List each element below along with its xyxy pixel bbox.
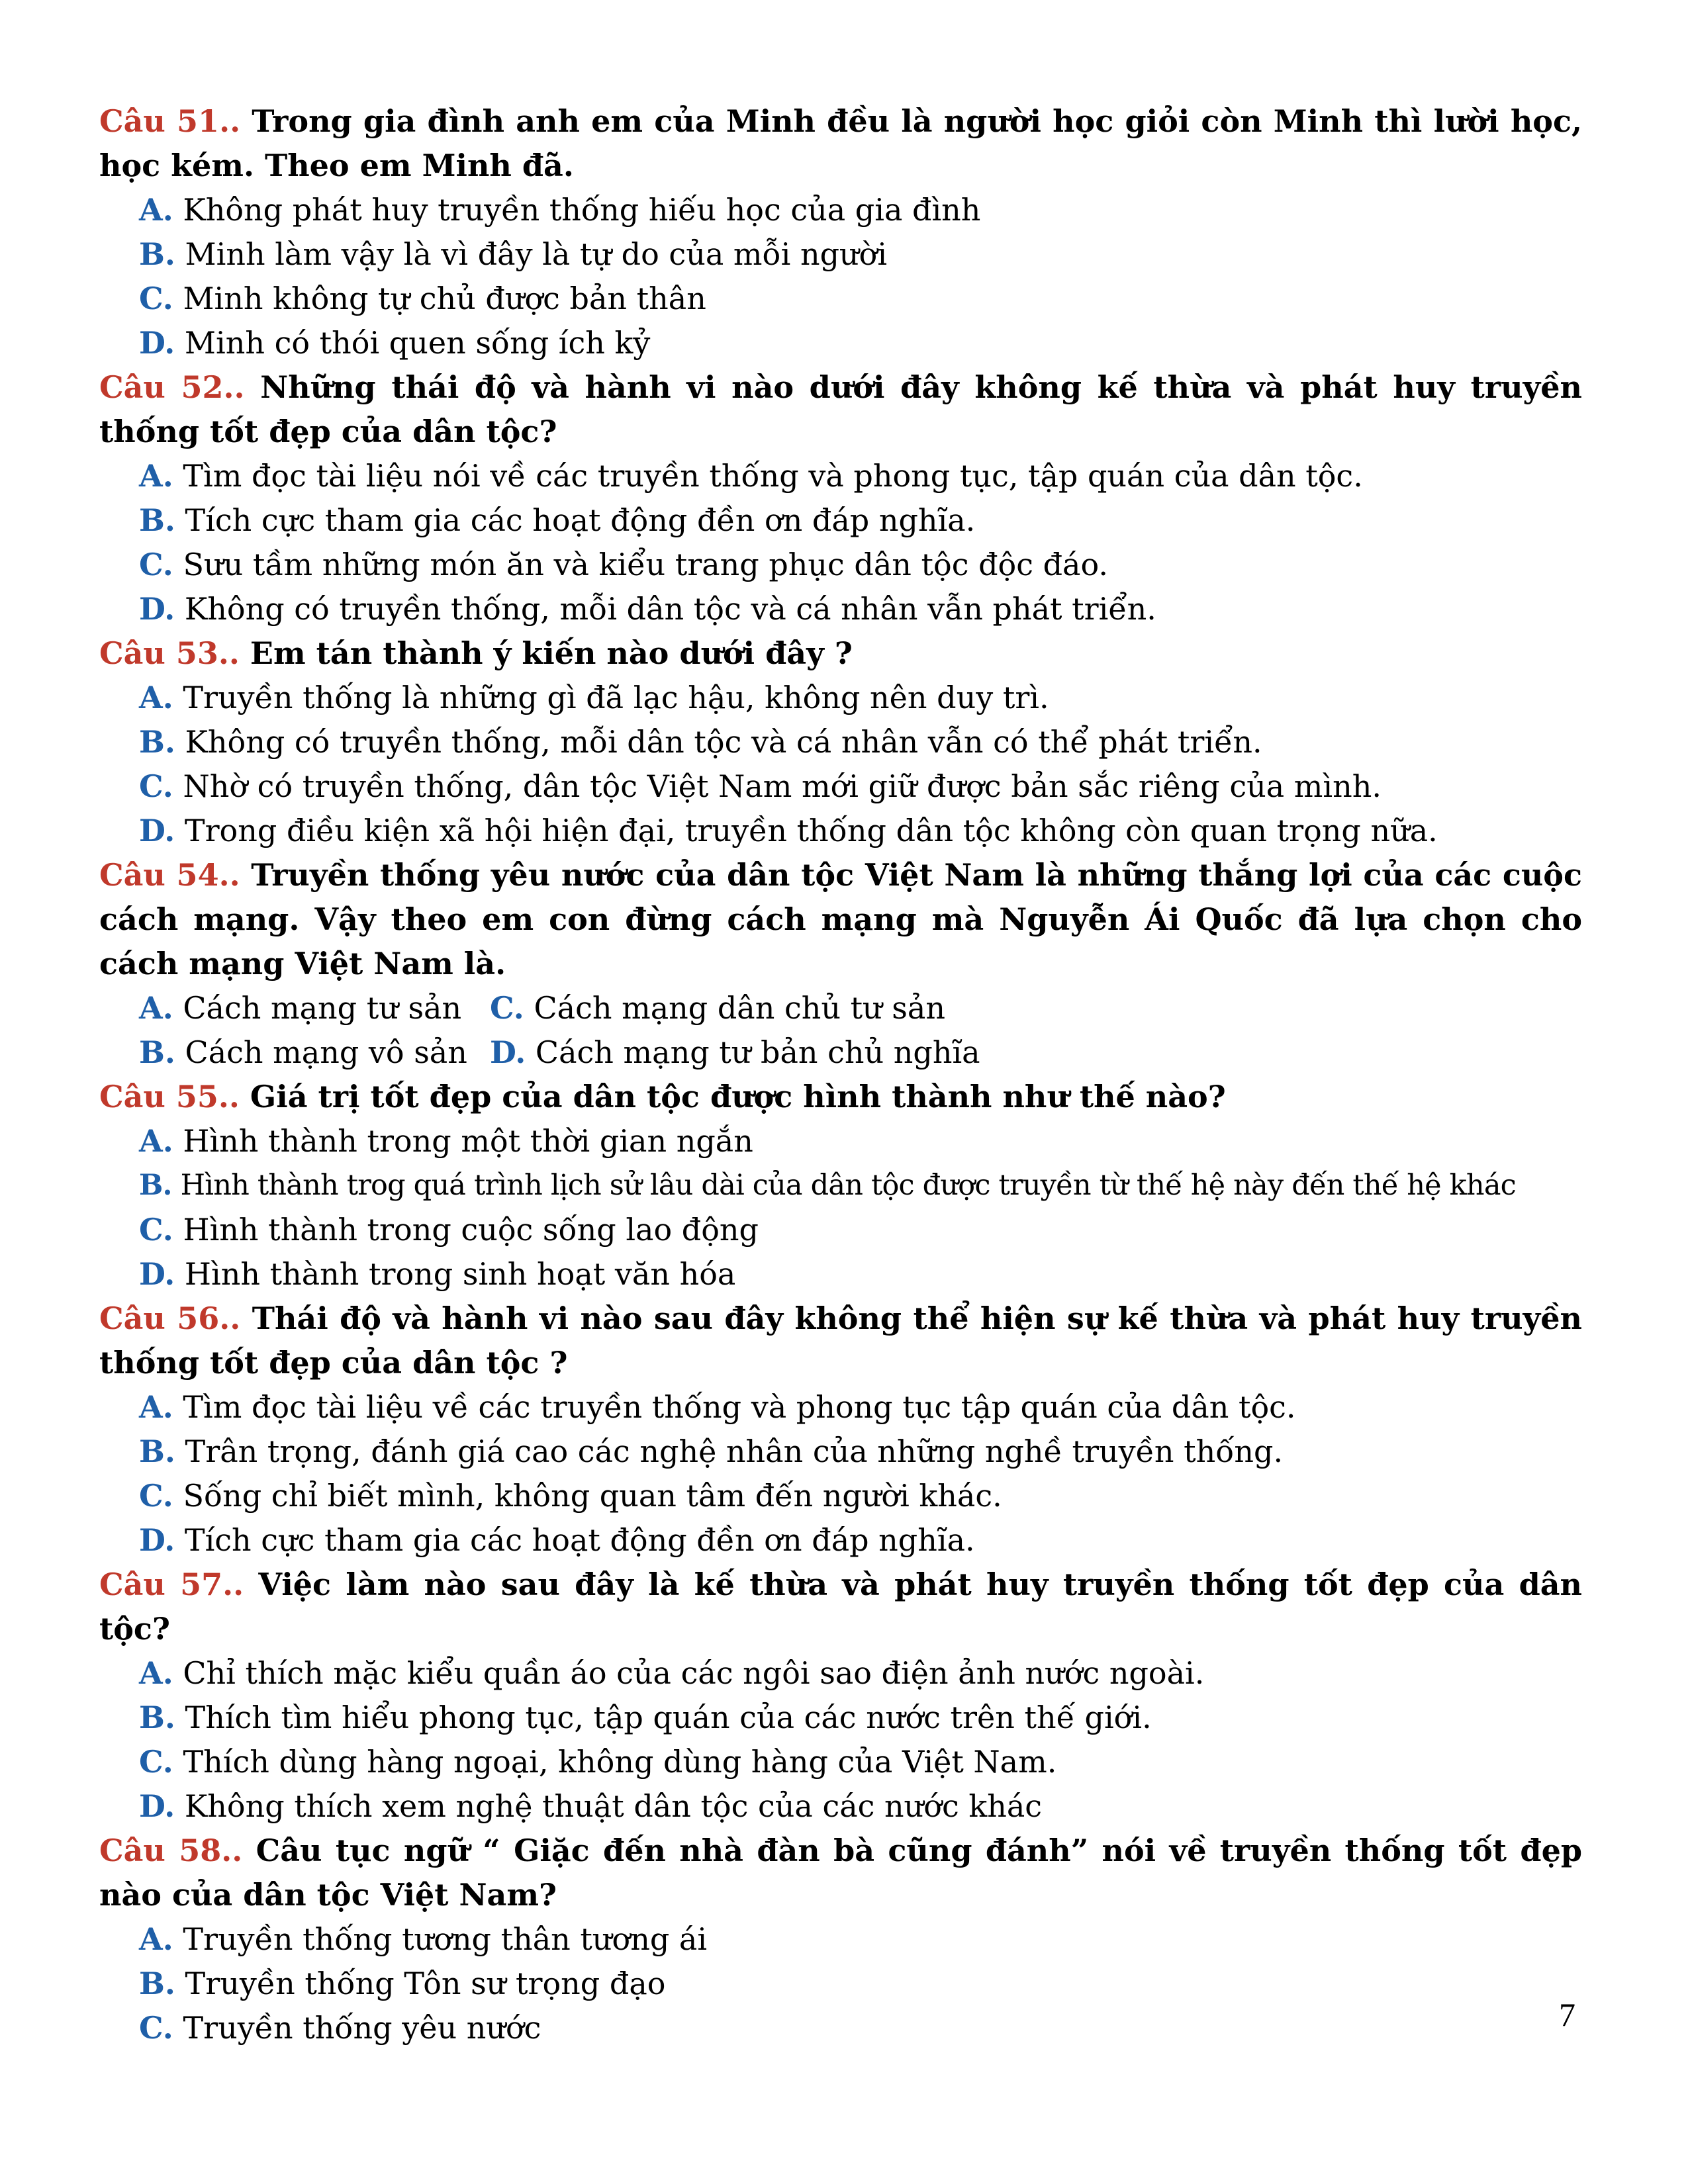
option-text: Tìm đọc tài liệu nói về các truyền thống và phong tục, tập quán của dân tộc. (173, 458, 1363, 494)
question-stem (99, 365, 1582, 454)
option-text: Hình thành trog quá trình lịch sử lâu dài của dân tộc được truyền từ thế hệ này đến thế hệ khác (171, 1169, 1516, 1202)
option-letter: C. (490, 990, 524, 1026)
question-text: Thái độ và hành vi nào sau đây không thể hiện sự kế thừa và phát huy truyền thống tốt đẹp của dân tộc ? (99, 1300, 1582, 1381)
option-text: Chỉ thích mặc kiểu quần áo của các ngôi sao điện ảnh nước ngoài. (173, 1655, 1205, 1691)
option-a (139, 1917, 1582, 1962)
question-label: Câu 54.. (99, 857, 240, 893)
option-text: Truyền thống Tôn sư trọng đạo (175, 1966, 666, 2001)
option-row (139, 986, 1582, 1030)
option-row (139, 1030, 1582, 1075)
option-text: Thích dùng hàng ngoại, không dùng hàng của Việt Nam. (173, 1744, 1057, 1780)
option-c (139, 1208, 1582, 1252)
option-letter: B. (139, 1034, 175, 1070)
question-54 (99, 853, 1582, 1075)
option-text: Truyền thống tương thân tương ái (173, 1921, 708, 1957)
question-56 (99, 1297, 1582, 1563)
question-label: Câu 52.. (99, 369, 245, 405)
option-b (139, 1430, 1582, 1474)
option-text: Nhờ có truyền thống, dân tộc Việt Nam mới giữ được bản sắc riêng của mình. (173, 768, 1382, 804)
option-text: Cách mạng vô sản (175, 1034, 467, 1070)
option-b (139, 1163, 1582, 1208)
option-a (139, 1385, 1582, 1430)
option-letter: C. (139, 1212, 173, 1248)
option-c (139, 277, 1582, 321)
option-text: Trân trọng, đánh giá cao các nghệ nhân của những nghề truyền thống. (175, 1433, 1284, 1469)
question-stem (99, 631, 1582, 676)
option-c (139, 1474, 1582, 1518)
question-text: Giá trị tốt đẹp của dân tộc được hình thành như thế nào? (239, 1079, 1226, 1115)
option-d (490, 1030, 980, 1075)
option-letter: D. (139, 325, 175, 361)
option-a (139, 986, 490, 1030)
option-d (139, 1518, 1582, 1563)
option-text: Cách mạng dân chủ tư sản (524, 990, 945, 1026)
option-letter: D. (139, 1256, 175, 1292)
question-stem (99, 99, 1582, 188)
option-text: Tìm đọc tài liệu về các truyền thống và phong tục tập quán của dân tộc. (173, 1389, 1296, 1425)
option-letter: B. (139, 1700, 175, 1735)
question-label: Câu 57.. (99, 1567, 244, 1602)
option-d (139, 587, 1582, 631)
option-letter: C. (139, 281, 173, 316)
option-letter: A. (139, 1389, 173, 1425)
question-stem (99, 1297, 1582, 1385)
option-text: Hình thành trong một thời gian ngắn (173, 1123, 753, 1159)
option-b (139, 720, 1582, 764)
option-letter: B. (139, 236, 175, 272)
question-51 (99, 99, 1582, 365)
question-text: Em tán thành ý kiến nào dưới đây ? (239, 635, 853, 671)
option-letter: D. (139, 813, 175, 848)
option-text: Không có truyền thống, mỗi dân tộc và cá nhân vẫn có thể phát triển. (175, 724, 1262, 760)
option-text: Minh không tự chủ được bản thân (173, 281, 706, 316)
option-letter: C. (139, 547, 173, 582)
question-label: Câu 55.. (99, 1079, 240, 1115)
option-letter: A. (139, 990, 173, 1026)
option-text: Sống chỉ biết mình, không quan tâm đến người khác. (173, 1478, 1002, 1514)
question-text: Trong gia đình anh em của Minh đều là người học giỏi còn Minh thì lười học, học kém. Theo em Minh đã. (99, 103, 1582, 183)
option-a (139, 454, 1582, 498)
option-d (139, 809, 1582, 853)
option-letter: A. (139, 192, 173, 228)
option-text: Không phát huy truyền thống hiếu học của gia đình (173, 192, 981, 228)
option-letter: A. (139, 458, 173, 494)
option-letter: B. (139, 502, 175, 538)
option-a (139, 1119, 1582, 1163)
option-b (139, 232, 1582, 277)
question-stem (99, 853, 1582, 986)
page-number: 7 (1559, 1996, 1575, 2033)
option-text: Trong điều kiện xã hội hiện đại, truyền thống dân tộc không còn quan trọng nữa. (175, 813, 1438, 848)
option-text: Không có truyền thống, mỗi dân tộc và cá nhân vẫn phát triển. (175, 591, 1156, 627)
option-text: Hình thành trong cuộc sống lao động (173, 1212, 759, 1248)
option-b (139, 498, 1582, 543)
option-letter: C. (139, 2010, 173, 2046)
question-55 (99, 1075, 1582, 1297)
option-c (139, 764, 1582, 809)
question-stem (99, 1829, 1582, 1917)
option-a (139, 676, 1582, 720)
option-letter: C. (139, 1744, 173, 1780)
option-letter: D. (139, 591, 175, 627)
option-letter: B. (139, 1433, 175, 1469)
option-letter: D. (139, 1522, 175, 1558)
option-letter: B. (139, 1169, 172, 1202)
option-letter: C. (139, 768, 173, 804)
option-text: Sưu tầm những món ăn và kiểu trang phục dân tộc độc đáo. (173, 547, 1108, 582)
option-d (139, 1252, 1582, 1297)
option-b (139, 1030, 490, 1075)
option-letter: C. (139, 1478, 173, 1514)
option-letter: B. (139, 724, 175, 760)
option-text: Minh làm vậy là vì đây là tự do của mỗi người (175, 236, 888, 272)
option-text: Thích tìm hiểu phong tục, tập quán của các nước trên thế giới. (175, 1700, 1152, 1735)
question-58 (99, 1829, 1582, 2050)
option-d (139, 321, 1582, 365)
option-b (139, 1696, 1582, 1740)
option-letter: B. (139, 1966, 175, 2001)
option-d (139, 1784, 1582, 1829)
question-stem (99, 1075, 1582, 1119)
option-c (139, 543, 1582, 587)
option-a (139, 188, 1582, 232)
option-text: Không thích xem nghệ thuật dân tộc của các nước khác (175, 1788, 1043, 1824)
question-text: Truyền thống yêu nước của dân tộc Việt Nam là những thắng lợi của các cuộc cách mạng. Vậy theo em con đừng cách mạng mà Nguyễn Ái Quốc đã lựa chọn cho cách mạng Việt Nam là. (99, 857, 1582, 981)
question-list (99, 99, 1582, 2050)
question-label: Câu 58.. (99, 1833, 243, 1868)
option-text: Cách mạng tư bản chủ nghĩa (526, 1034, 980, 1070)
option-letter: A. (139, 1655, 173, 1691)
option-b (139, 1962, 1582, 2006)
option-text: Truyền thống là những gì đã lạc hậu, không nên duy trì. (173, 680, 1049, 715)
question-label: Câu 51.. (99, 103, 241, 139)
option-c (139, 2006, 1582, 2050)
option-letter: D. (490, 1034, 526, 1070)
question-52 (99, 365, 1582, 631)
option-c (490, 986, 945, 1030)
option-letter: D. (139, 1788, 175, 1824)
question-label: Câu 53.. (99, 635, 240, 671)
option-text: Tích cực tham gia các hoạt động đền ơn đáp nghĩa. (175, 1522, 975, 1558)
question-text: Việc làm nào sau đây là kế thừa và phát huy truyền thống tốt đẹp của dân tộc? (99, 1567, 1582, 1647)
option-text: Cách mạng tư sản (173, 990, 462, 1026)
question-stem (99, 1563, 1582, 1651)
option-a (139, 1651, 1582, 1696)
question-57 (99, 1563, 1582, 1829)
option-c (139, 1740, 1582, 1784)
option-text: Truyền thống yêu nước (173, 2010, 541, 2046)
question-53 (99, 631, 1582, 853)
option-letter: A. (139, 680, 173, 715)
option-letter: A. (139, 1123, 173, 1159)
question-text: Những thái độ và hành vi nào dưới đây không kế thừa và phát huy truyền thống tốt đẹp của dân tộc? (99, 369, 1582, 449)
option-text: Minh có thói quen sống ích kỷ (175, 325, 651, 361)
question-text: Câu tục ngữ “ Giặc đến nhà đàn bà cũng đánh” nói về truyền thống tốt đẹp nào của dân tộc Việt Nam? (99, 1833, 1582, 1913)
question-label: Câu 56.. (99, 1300, 241, 1336)
option-text: Hình thành trong sinh hoạt văn hóa (175, 1256, 736, 1292)
option-text: Tích cực tham gia các hoạt động đền ơn đáp nghĩa. (175, 502, 976, 538)
option-letter: A. (139, 1921, 173, 1957)
